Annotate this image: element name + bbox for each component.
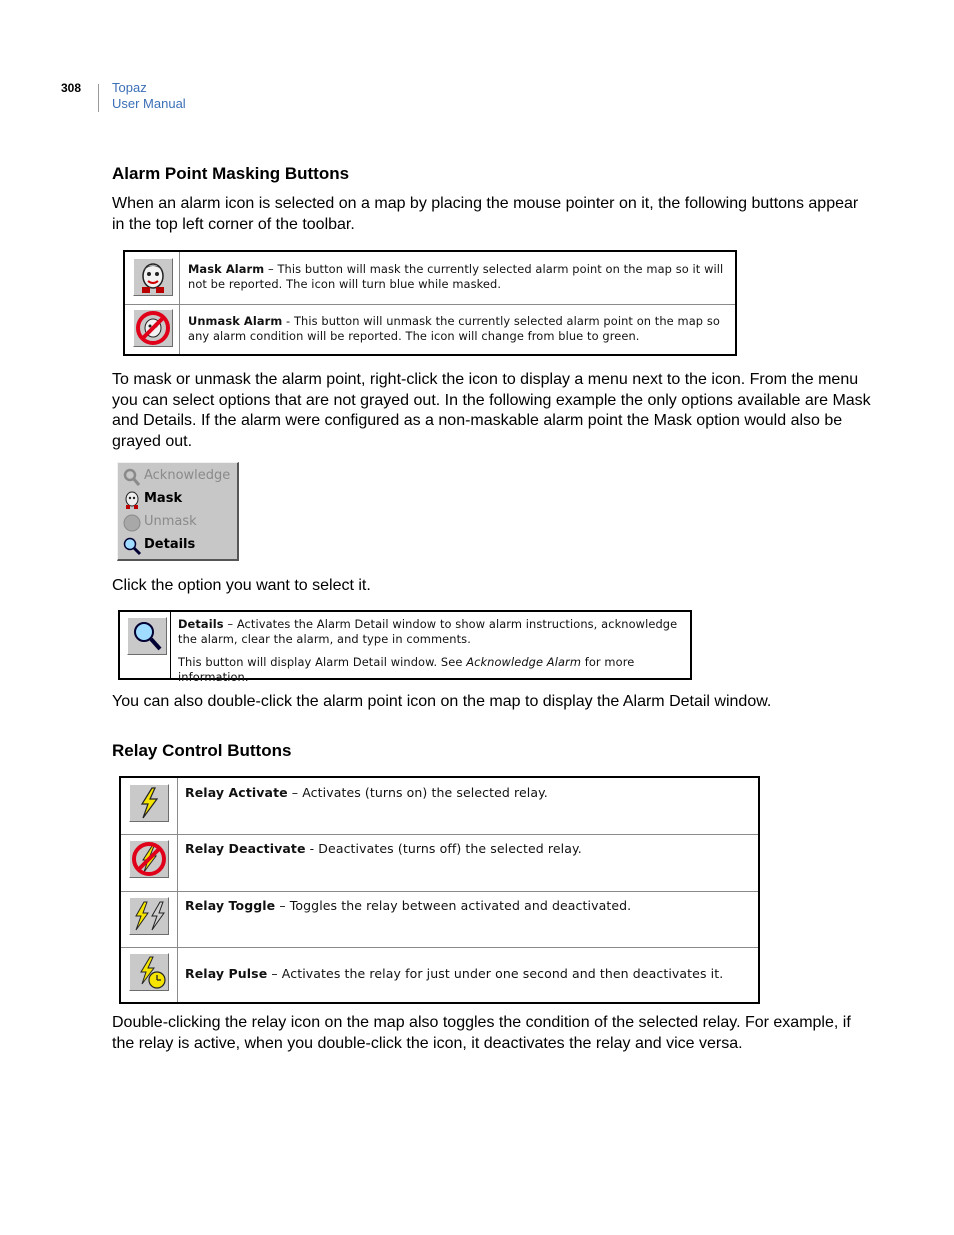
details-note-prefix: This button will display Alarm Detail window. See bbox=[178, 655, 467, 669]
menu-item-details[interactable] bbox=[120, 534, 236, 556]
acknowledge-icon bbox=[122, 467, 142, 487]
relay-toggle-text: – Toggles the relay between activated and deactivated. bbox=[275, 898, 632, 913]
unmask-alarm-label: Unmask Alarm bbox=[188, 314, 283, 328]
relay-activate-label: Relay Activate bbox=[185, 785, 288, 800]
table-row bbox=[121, 778, 758, 835]
table-row bbox=[121, 947, 758, 1002]
intro-paragraph: When an alarm icon is selected on a map by placing the mouse pointer on it, the following buttons appear in the top left corner of the toolbar. bbox=[112, 195, 859, 233]
mask-icon bbox=[122, 490, 142, 510]
section-heading-relay-control: Relay Control Buttons bbox=[112, 741, 292, 760]
details-note-suffix: for more information. bbox=[178, 655, 635, 684]
page-number: 308 bbox=[61, 81, 82, 95]
closing-paragraph: Double-clicking the relay icon on the map also toggles the condition of the selected relay. For example, if the relay is active, when you double-click the icon, it deactivates the relay and vice versa. bbox=[112, 1014, 851, 1052]
details-magnifier-icon bbox=[127, 617, 167, 655]
menu-label-mask: Mask bbox=[144, 491, 183, 506]
menu-item-unmask bbox=[120, 511, 236, 533]
menu-label-details: Details bbox=[144, 537, 196, 552]
product-name: Topaz bbox=[112, 80, 147, 95]
unmask-alarm-text: - This button will unmask the currently selected alarm point on the map so any alarm condition will be reported. The icon will change from blue to green. bbox=[188, 314, 720, 343]
menu-label-unmask: Unmask bbox=[144, 514, 197, 529]
doc-title: User Manual bbox=[112, 96, 186, 111]
details-text: – Activates the Alarm Detail window to show alarm instructions, acknowledge the alarm, clear the alarm, and type in comments. bbox=[178, 617, 678, 646]
relay-deactivate-label: Relay Deactivate bbox=[185, 841, 306, 856]
mask-alarm-text: – This button will mask the currently selected alarm point on the map so it will not be reported. The icon will turn blue while masked. bbox=[188, 262, 724, 291]
click-instruction: Click the option you want to select it. bbox=[112, 577, 371, 594]
menu-item-mask[interactable] bbox=[120, 488, 236, 510]
relay-deactivate-icon bbox=[129, 840, 169, 878]
relay-buttons-table bbox=[119, 776, 760, 1004]
section-heading-alarm-masking: Alarm Point Masking Buttons bbox=[112, 164, 350, 183]
details-magnifier-icon bbox=[122, 536, 142, 556]
menu-label-acknowledge: Acknowledge bbox=[144, 468, 231, 483]
relay-pulse-text: – Activates the relay for just under one second and then deactivates it. bbox=[267, 966, 724, 981]
unmask-alarm-icon bbox=[133, 309, 173, 347]
unmask-alarm-description bbox=[188, 314, 728, 344]
details-note-ref: Acknowledge Alarm bbox=[466, 655, 582, 669]
relay-pulse-icon bbox=[129, 953, 169, 991]
mask-alarm-icon bbox=[133, 258, 173, 296]
table-row bbox=[121, 834, 758, 892]
menu-item-acknowledge bbox=[120, 465, 236, 487]
relay-deactivate-text: - Deactivates (turns off) the selected relay. bbox=[305, 841, 582, 856]
table-row bbox=[125, 252, 735, 305]
details-label: Details bbox=[178, 617, 224, 631]
alarm-context-menu bbox=[117, 462, 239, 561]
details-button-table bbox=[118, 610, 692, 684]
details-description bbox=[178, 617, 686, 647]
mask-alarm-description bbox=[188, 262, 728, 292]
relay-toggle-label: Relay Toggle bbox=[185, 898, 276, 913]
relay-pulse-label: Relay Pulse bbox=[185, 966, 268, 981]
unmask-icon bbox=[122, 513, 142, 533]
mask-alarm-label: Mask Alarm bbox=[188, 262, 265, 276]
mask-buttons-table bbox=[123, 250, 737, 356]
mask-instructions-paragraph: To mask or unmask the alarm point, right-click the icon to display a menu next to the icon. From the menu you can select options that are not grayed out. In the following example the only options available are Mask and Details. If the alarm were configured as a non-maskable alarm point the Mask option would also be grayed out. bbox=[112, 371, 871, 450]
details-note bbox=[178, 655, 686, 685]
relay-pulse-description bbox=[185, 966, 755, 981]
table-row bbox=[121, 891, 758, 948]
relay-deactivate-description bbox=[185, 841, 755, 856]
relay-activate-text: – Activates (turns on) the selected relay. bbox=[287, 785, 548, 800]
double-click-note: You can also double-click the alarm point icon on the map to display the Alarm Detail window. bbox=[112, 693, 772, 710]
header-divider bbox=[98, 84, 99, 112]
table-row bbox=[125, 304, 735, 354]
relay-toggle-description bbox=[185, 898, 755, 913]
relay-activate-description bbox=[185, 785, 755, 800]
relay-toggle-icon bbox=[129, 897, 169, 935]
relay-activate-icon bbox=[129, 784, 169, 822]
